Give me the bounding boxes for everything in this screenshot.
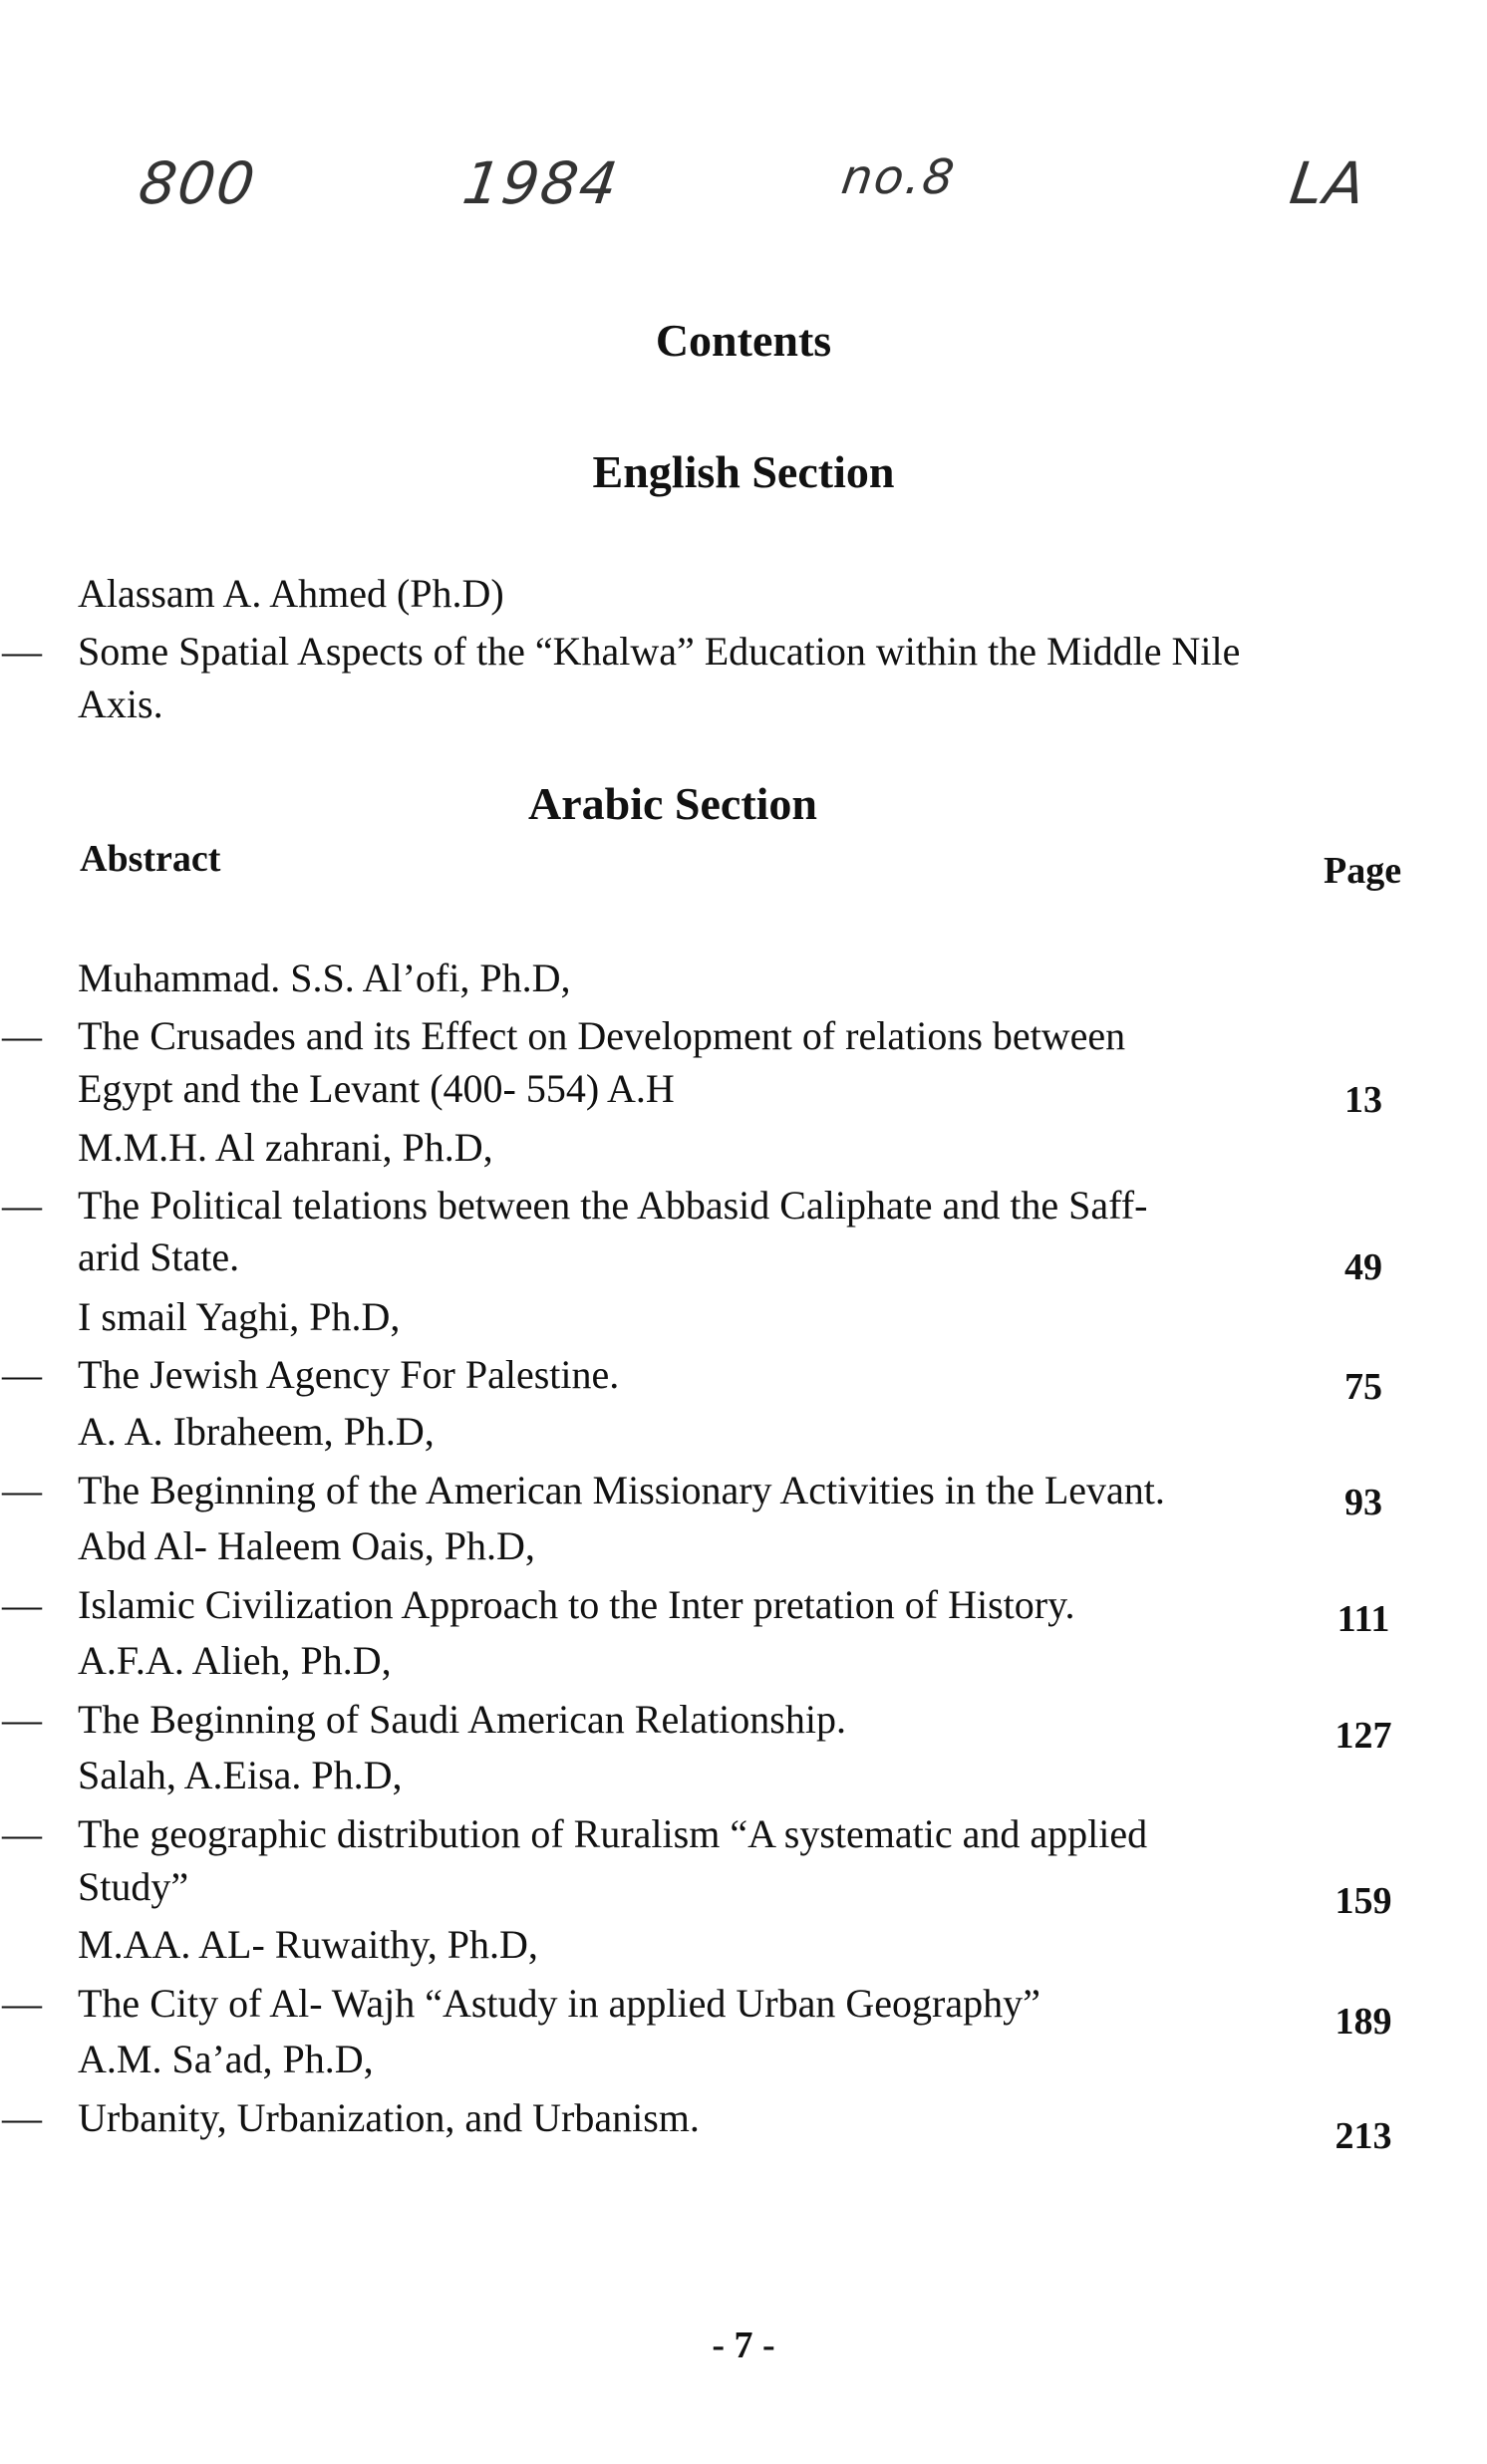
entry-title-line-2: arid State. xyxy=(78,1234,240,1279)
entry-title-line-1: The Political telations between the Abbasid Caliphate and the Saff- xyxy=(78,1183,1148,1228)
entry-title-line-1: The Crusades and its Effect on Development of relations between xyxy=(78,1013,1126,1058)
abstract-label: Abstract xyxy=(80,838,221,880)
entry-page-number: 49 xyxy=(1344,1246,1382,1288)
entry-title-line-1: The Jewish Agency For Palestine. xyxy=(78,1352,620,1397)
page-label: Page xyxy=(1324,850,1402,892)
entry-page-number: 13 xyxy=(1344,1079,1382,1121)
handwritten-note-4: LA xyxy=(1286,149,1371,217)
entry-author: Salah, A.Eisa. Ph.D, xyxy=(78,1753,403,1797)
entry-author: I smail Yaghi, Ph.D, xyxy=(78,1294,401,1339)
entry-page-number: 159 xyxy=(1335,1880,1392,1922)
arabic-section-heading: Arabic Section xyxy=(527,778,817,829)
handwritten-note-2: 1984 xyxy=(458,149,624,217)
entry-page-number: 75 xyxy=(1344,1366,1382,1408)
entry-author: Abd Al- Haleem Oais, Ph.D, xyxy=(78,1523,535,1568)
entry-title-line-1: The Beginning of the American Missionary Activities in the Levant. xyxy=(78,1468,1165,1512)
handwritten-note-3: no.8 xyxy=(838,149,960,205)
entry-page-number: 93 xyxy=(1344,1482,1382,1523)
english-title-line-2: Axis. xyxy=(78,682,163,726)
dash-marker: — xyxy=(2,1981,42,2026)
english-author: Alassam A. Ahmed (Ph.D) xyxy=(78,571,504,616)
entry-title-line-1: Urbanity, Urbanization, and Urbanism. xyxy=(78,2095,700,2140)
handwritten-note-1: 800 xyxy=(135,149,261,217)
dash-marker: — xyxy=(2,1582,42,1627)
entry-author: A.M. Sa’ad, Ph.D, xyxy=(78,2037,374,2081)
entry-title-line-2: Study” xyxy=(78,1864,189,1909)
entry-title-line-1: The City of Al- Wajh “Astudy in applied Urban Geography” xyxy=(78,1981,1041,2026)
english-section-heading: English Section xyxy=(592,446,895,497)
page-number-footer: - 7 - xyxy=(712,2325,775,2366)
dash-marker: — xyxy=(2,1352,42,1397)
dash-marker: — xyxy=(2,629,42,674)
page-title: Contents xyxy=(655,315,832,366)
entry-page-number: 213 xyxy=(1335,2115,1392,2157)
entry-title-line-1: The geographic distribution of Ruralism “A systematic and applied xyxy=(78,1811,1148,1856)
english-title-line-1: Some Spatial Aspects of the “Khalwa” Education within the Middle Nile xyxy=(78,629,1241,674)
dash-marker: — xyxy=(2,2095,42,2140)
dash-marker: — xyxy=(2,1468,42,1512)
entry-title-line-1: Islamic Civilization Approach to the Inter pretation of History. xyxy=(78,1582,1075,1627)
dash-marker: — xyxy=(2,1013,42,1058)
dash-marker: — xyxy=(2,1697,42,1742)
entry-author: M.AA. AL- Ruwaithy, Ph.D, xyxy=(78,1922,538,1967)
entry-page-number: 189 xyxy=(1335,2001,1392,2043)
entry-title-line-1: The Beginning of Saudi American Relationship. xyxy=(78,1697,846,1742)
entry-author: M.M.H. Al zahrani, Ph.D, xyxy=(78,1125,493,1170)
dash-marker: — xyxy=(2,1183,42,1228)
entry-author: A.F.A. Alieh, Ph.D, xyxy=(78,1638,392,1683)
entry-title-line-2: Egypt and the Levant (400- 554) A.H xyxy=(78,1066,675,1111)
dash-marker: — xyxy=(2,1811,42,1856)
entry-author: A. A. Ibraheem, Ph.D, xyxy=(78,1409,435,1454)
entry-page-number: 111 xyxy=(1337,1598,1390,1640)
entry-page-number: 127 xyxy=(1335,1715,1392,1757)
entry-author: Muhammad. S.S. Al’ofi, Ph.D, xyxy=(78,956,571,1000)
